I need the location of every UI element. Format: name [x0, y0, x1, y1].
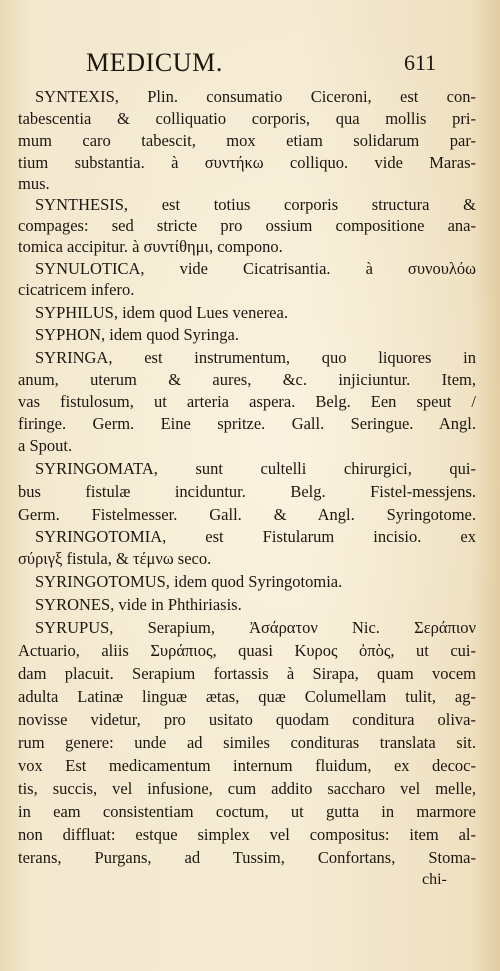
- text-line: mum caro tabescit, mox etiam solidarum par-: [18, 131, 476, 150]
- running-head: MEDICUM.: [86, 48, 223, 77]
- text-line: anum, uterum & aures, &c. injiciuntur. Item,: [18, 370, 476, 389]
- text-block: [18, 0, 476, 971]
- text-line: SYPHON, idem quod Syringa.: [35, 325, 239, 344]
- text-line: SYNULOTICA, vide Cicatrisantia. à συνουλόω: [35, 259, 476, 278]
- text-line: rum genere: unde ad similes condituras translata sit.: [18, 733, 476, 752]
- catchword: chi-: [422, 871, 447, 888]
- page-number: 611: [404, 50, 437, 75]
- text-line: SYRINGOTOMIA, est Fistularum incisio. ex: [35, 527, 476, 546]
- text-line: bus fistulæ inciduntur. Belg. Fistel-messjens.: [18, 482, 476, 501]
- text-line: SYRINGOMATA, sunt cultelli chirurgici, qui-: [35, 459, 476, 478]
- text-line: Actuario, aliis Συράπιος, quasi Κυρος ὀπὸς, ut cui-: [18, 641, 476, 660]
- text-line: tomica accipitur. à συντίθημι, compono.: [18, 237, 283, 256]
- text-line: tis, succis, vel infusione, cum addito saccharo vel melle,: [18, 779, 476, 798]
- page-header: [18, 48, 476, 78]
- text-line: dam placuit. Serapium fortassis à Sirapa, quam vocem: [18, 664, 476, 683]
- text-line: non diffluat: estque simplex vel compositus: item al-: [18, 825, 476, 844]
- text-line: SYNTEXIS, Plin. consumatio Ciceroni, est con-: [35, 87, 476, 106]
- text-line: cicatricem infero.: [18, 280, 135, 299]
- text-line: SYRUPUS, Serapium, Ἀσάρατον Nic. Σεράπιον: [35, 618, 476, 637]
- text-line: novisse videtur, pro usitato quodam conditura oliva-: [18, 710, 476, 729]
- text-line: σύριγξ fistula, & τέμνω seco.: [18, 549, 212, 568]
- text-line: tium substantia. à συντήκω colliquo. vide Maras-: [18, 153, 476, 172]
- text-line: adulta Latinæ linguæ ætas, quæ Columellam tulit, ag-: [18, 687, 476, 706]
- text-line: SYPHILUS, idem quod Lues venerea.: [35, 303, 288, 322]
- text-line: SYRINGOTOMUS, idem quod Syringotomia.: [35, 572, 343, 591]
- text-line: vox Est medicamentum internum fluidum, ex decoc-: [18, 756, 476, 775]
- text-line: terans, Purgans, ad Tussim, Confortans, Stoma-: [18, 848, 476, 867]
- text-line: tabescentia & colliquatio corporis, qua mollis pri-: [18, 109, 476, 128]
- text-line: SYRINGA, est instrumentum, quo liquores in: [35, 348, 476, 367]
- page-footer: [18, 870, 476, 890]
- text-line: in eam consistentiam coctum, ut gutta in marmore: [18, 802, 476, 821]
- text-line: compages: sed stricte pro ossium compositione ana-: [18, 216, 476, 235]
- text-line: a Spout.: [18, 436, 73, 455]
- text-line: mus.: [18, 174, 50, 193]
- text-line: firinge. Germ. Eine spritze. Gall. Seringue. Angl.: [18, 414, 476, 433]
- text-line: Germ. Fistelmesser. Gall. & Angl. Syringotome.: [18, 505, 476, 524]
- text-line: SYRONES, vide in Phthiriasis.: [35, 595, 242, 614]
- text-line: SYNTHESIS, est totius corporis structura &: [35, 195, 476, 214]
- text-line: vas fistulosum, ut arteria aspera. Belg. Een speut /: [18, 392, 476, 411]
